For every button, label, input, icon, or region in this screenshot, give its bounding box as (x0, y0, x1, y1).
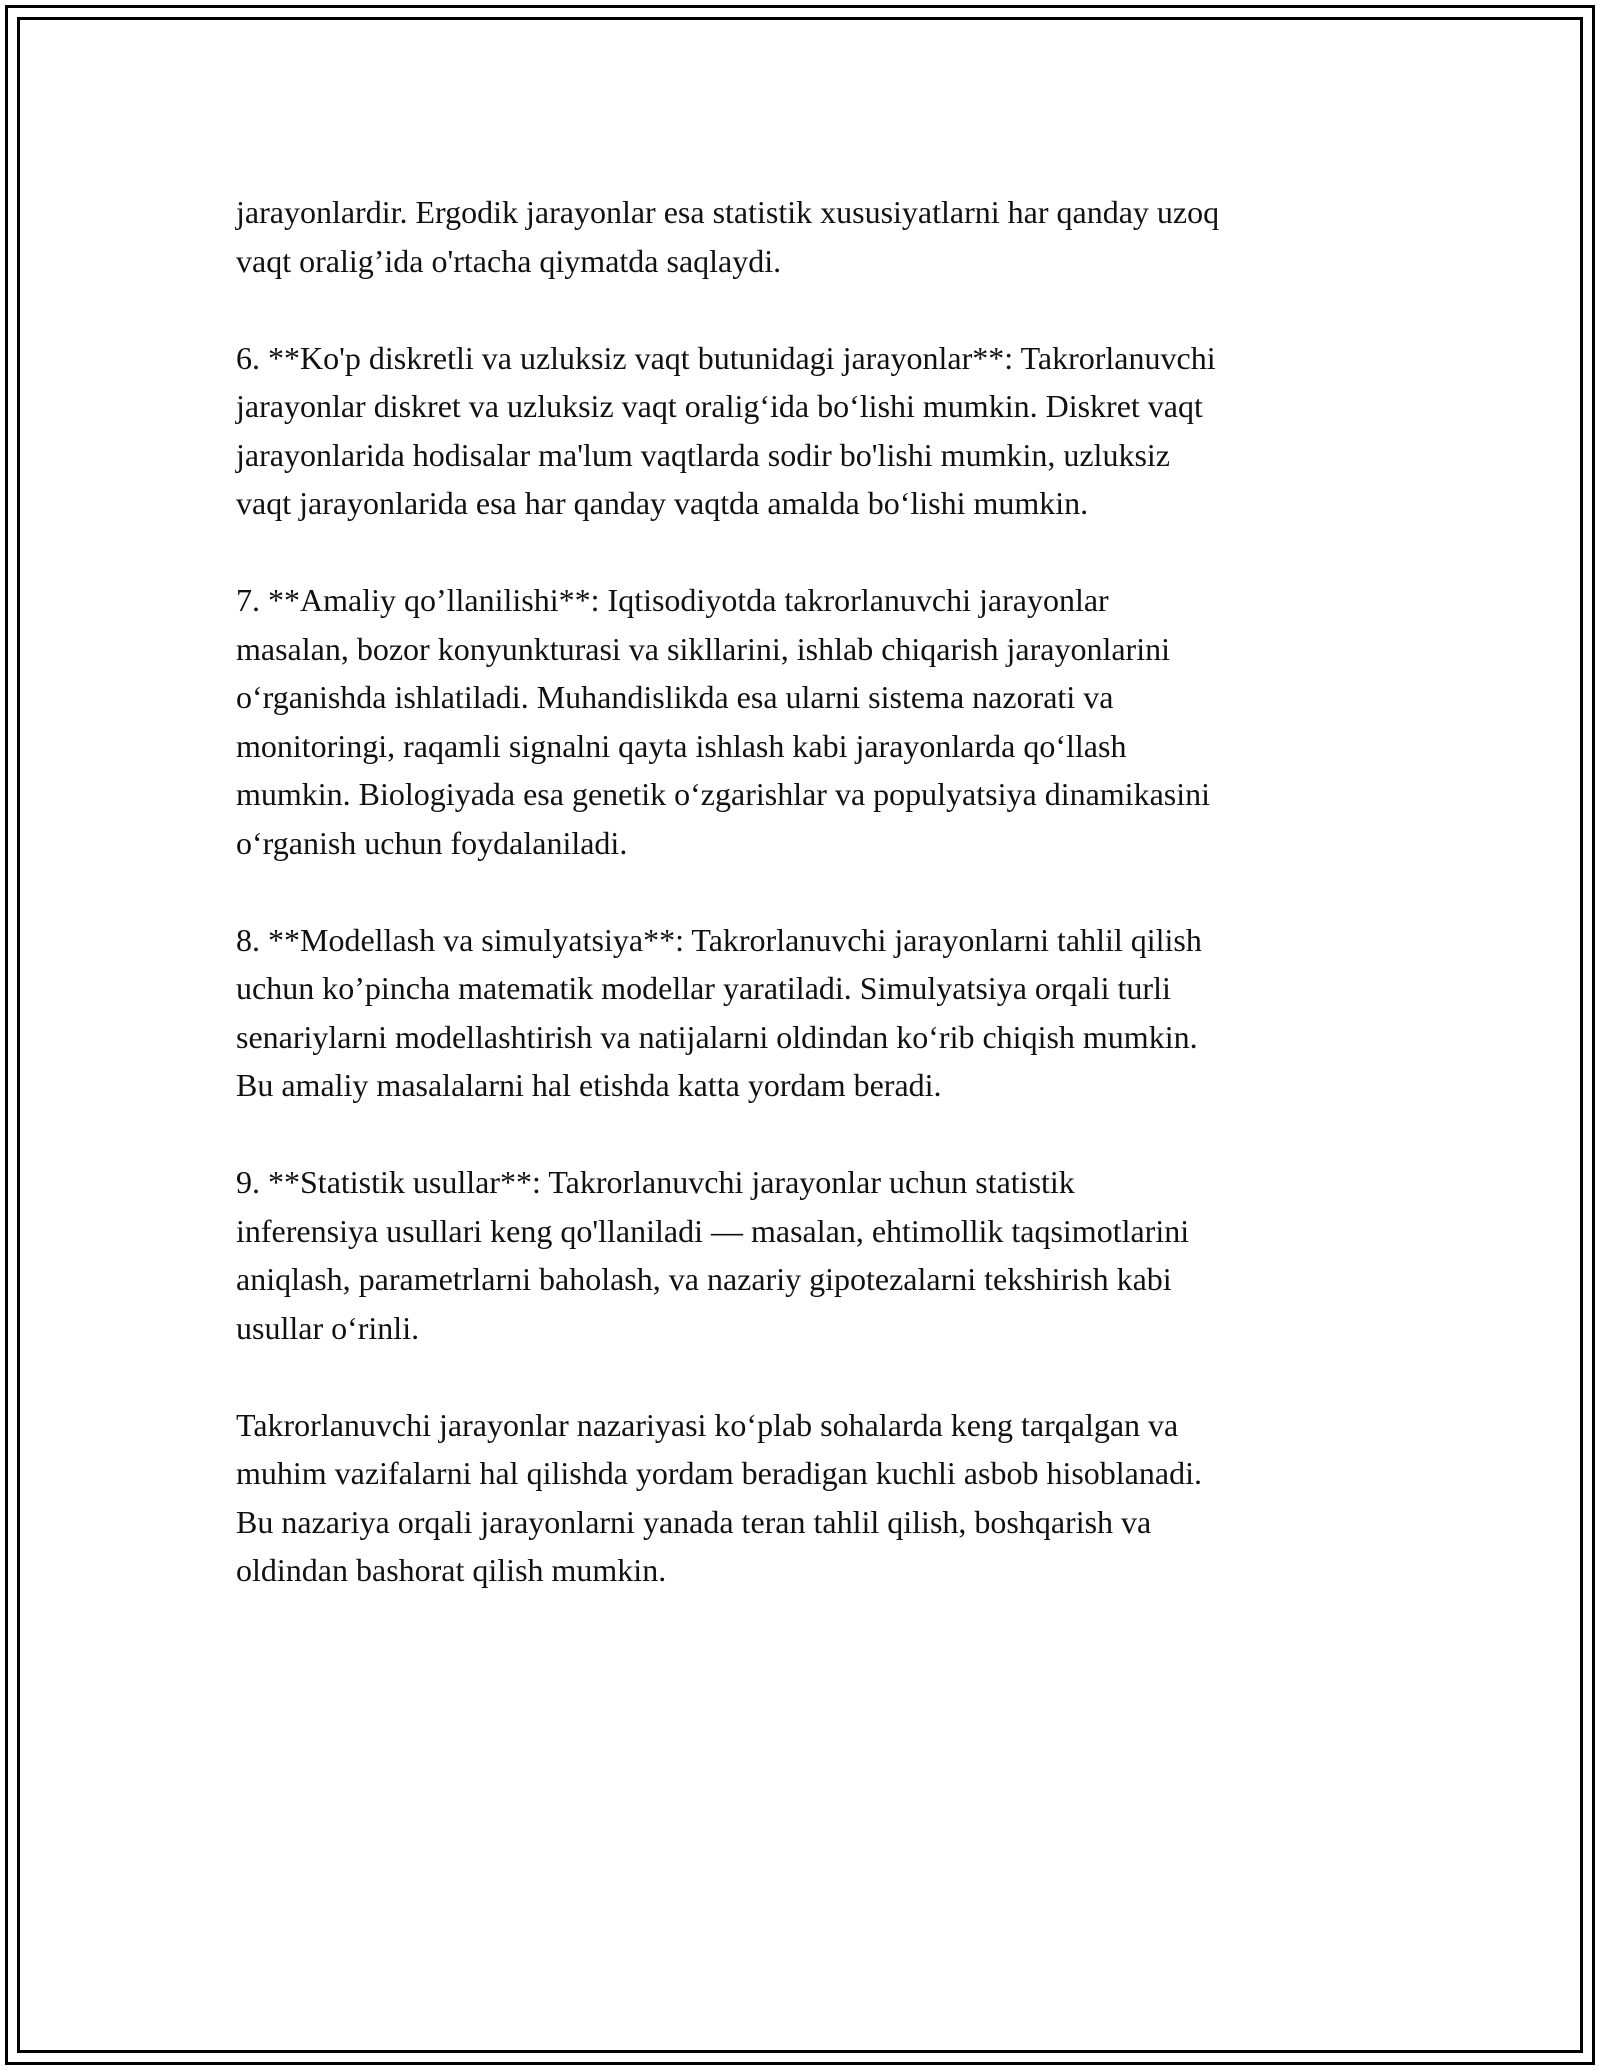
document-body (236, 188, 1386, 1643)
paragraph-conclusion: Takrorlanuvchi jarayonlar nazariyasi ko‘plab sohalarda keng tarqalgan va muhim vazifalarni hal qilishda yordam beradigan kuchli asbob hisoblanadi. Bu nazariya orqali jarayonlarni yanada teran tahlil qilish, boshqarish va oldindan bashorat qilish mumkin. (236, 1406, 1202, 1588)
paragraph-discrete-continuous: 6. **Ko'p diskretli va uzluksiz vaqt butunidagi jarayonlar**: Takrorlanuvchi jarayonlar diskret va uzluksiz vaqt oralig‘ida bo‘lishi mumkin. Diskret vaqt jarayonlarida hodisalar ma'lum vaqtlarda sodir bo'lishi mumkin, uzluksiz vaqt jarayonlarida esa har qanday vaqtda amalda bo‘lishi mumkin. (236, 339, 1216, 521)
paragraph-practical-applications: 7. **Amaliy qo’llanilishi**: Iqtisodiyotda takrorlanuvchi jarayonlar masalan, bozor konyunkturasi va sikllarini, ishlab chiqarish jarayonlarini o‘rganishda ishlatiladi. Muhandislikda esa ularni sistema nazorati va monitoringi, raqamli signalni qayta ishlash kabi jarayonlarda qo‘llash mumkin. Biologiyada esa genetik o‘zgarishlar va populyatsiya dinamikasini o‘rganish uchun foydalaniladi. (236, 582, 1210, 861)
paragraph-statistical-methods: 9. **Statistik usullar**: Takrorlanuvchi jarayonlar uchun statistik inferensiya usullari keng qo'llaniladi — masalan, ehtimollik taqsimotlarini aniqlash, parametrlarni baholash, va nazariy gipotezalarni tekshirish kabi usullar o‘rinli. (236, 1164, 1190, 1346)
paragraph-modeling-simulation: 8. **Modellash va simulyatsiya**: Takrorlanuvchi jarayonlarni tahlil qilish uchun ko’pincha matematik modellar yaratiladi. Simulyatsiya orqali turli senariylarni modellashtirish va natijalarni oldindan ko‘rib chiqish mumkin. Bu amaliy masalalarni hal etishda katta yordam beradi. (236, 921, 1202, 1103)
paragraph-ergodic-continuation: jarayonlardir. Ergodik jarayonlar esa statistik xususiyatlarni har qanday uzoq vaqt oralig’ida o'rtacha qiymatda saqlaydi. (236, 194, 1220, 279)
